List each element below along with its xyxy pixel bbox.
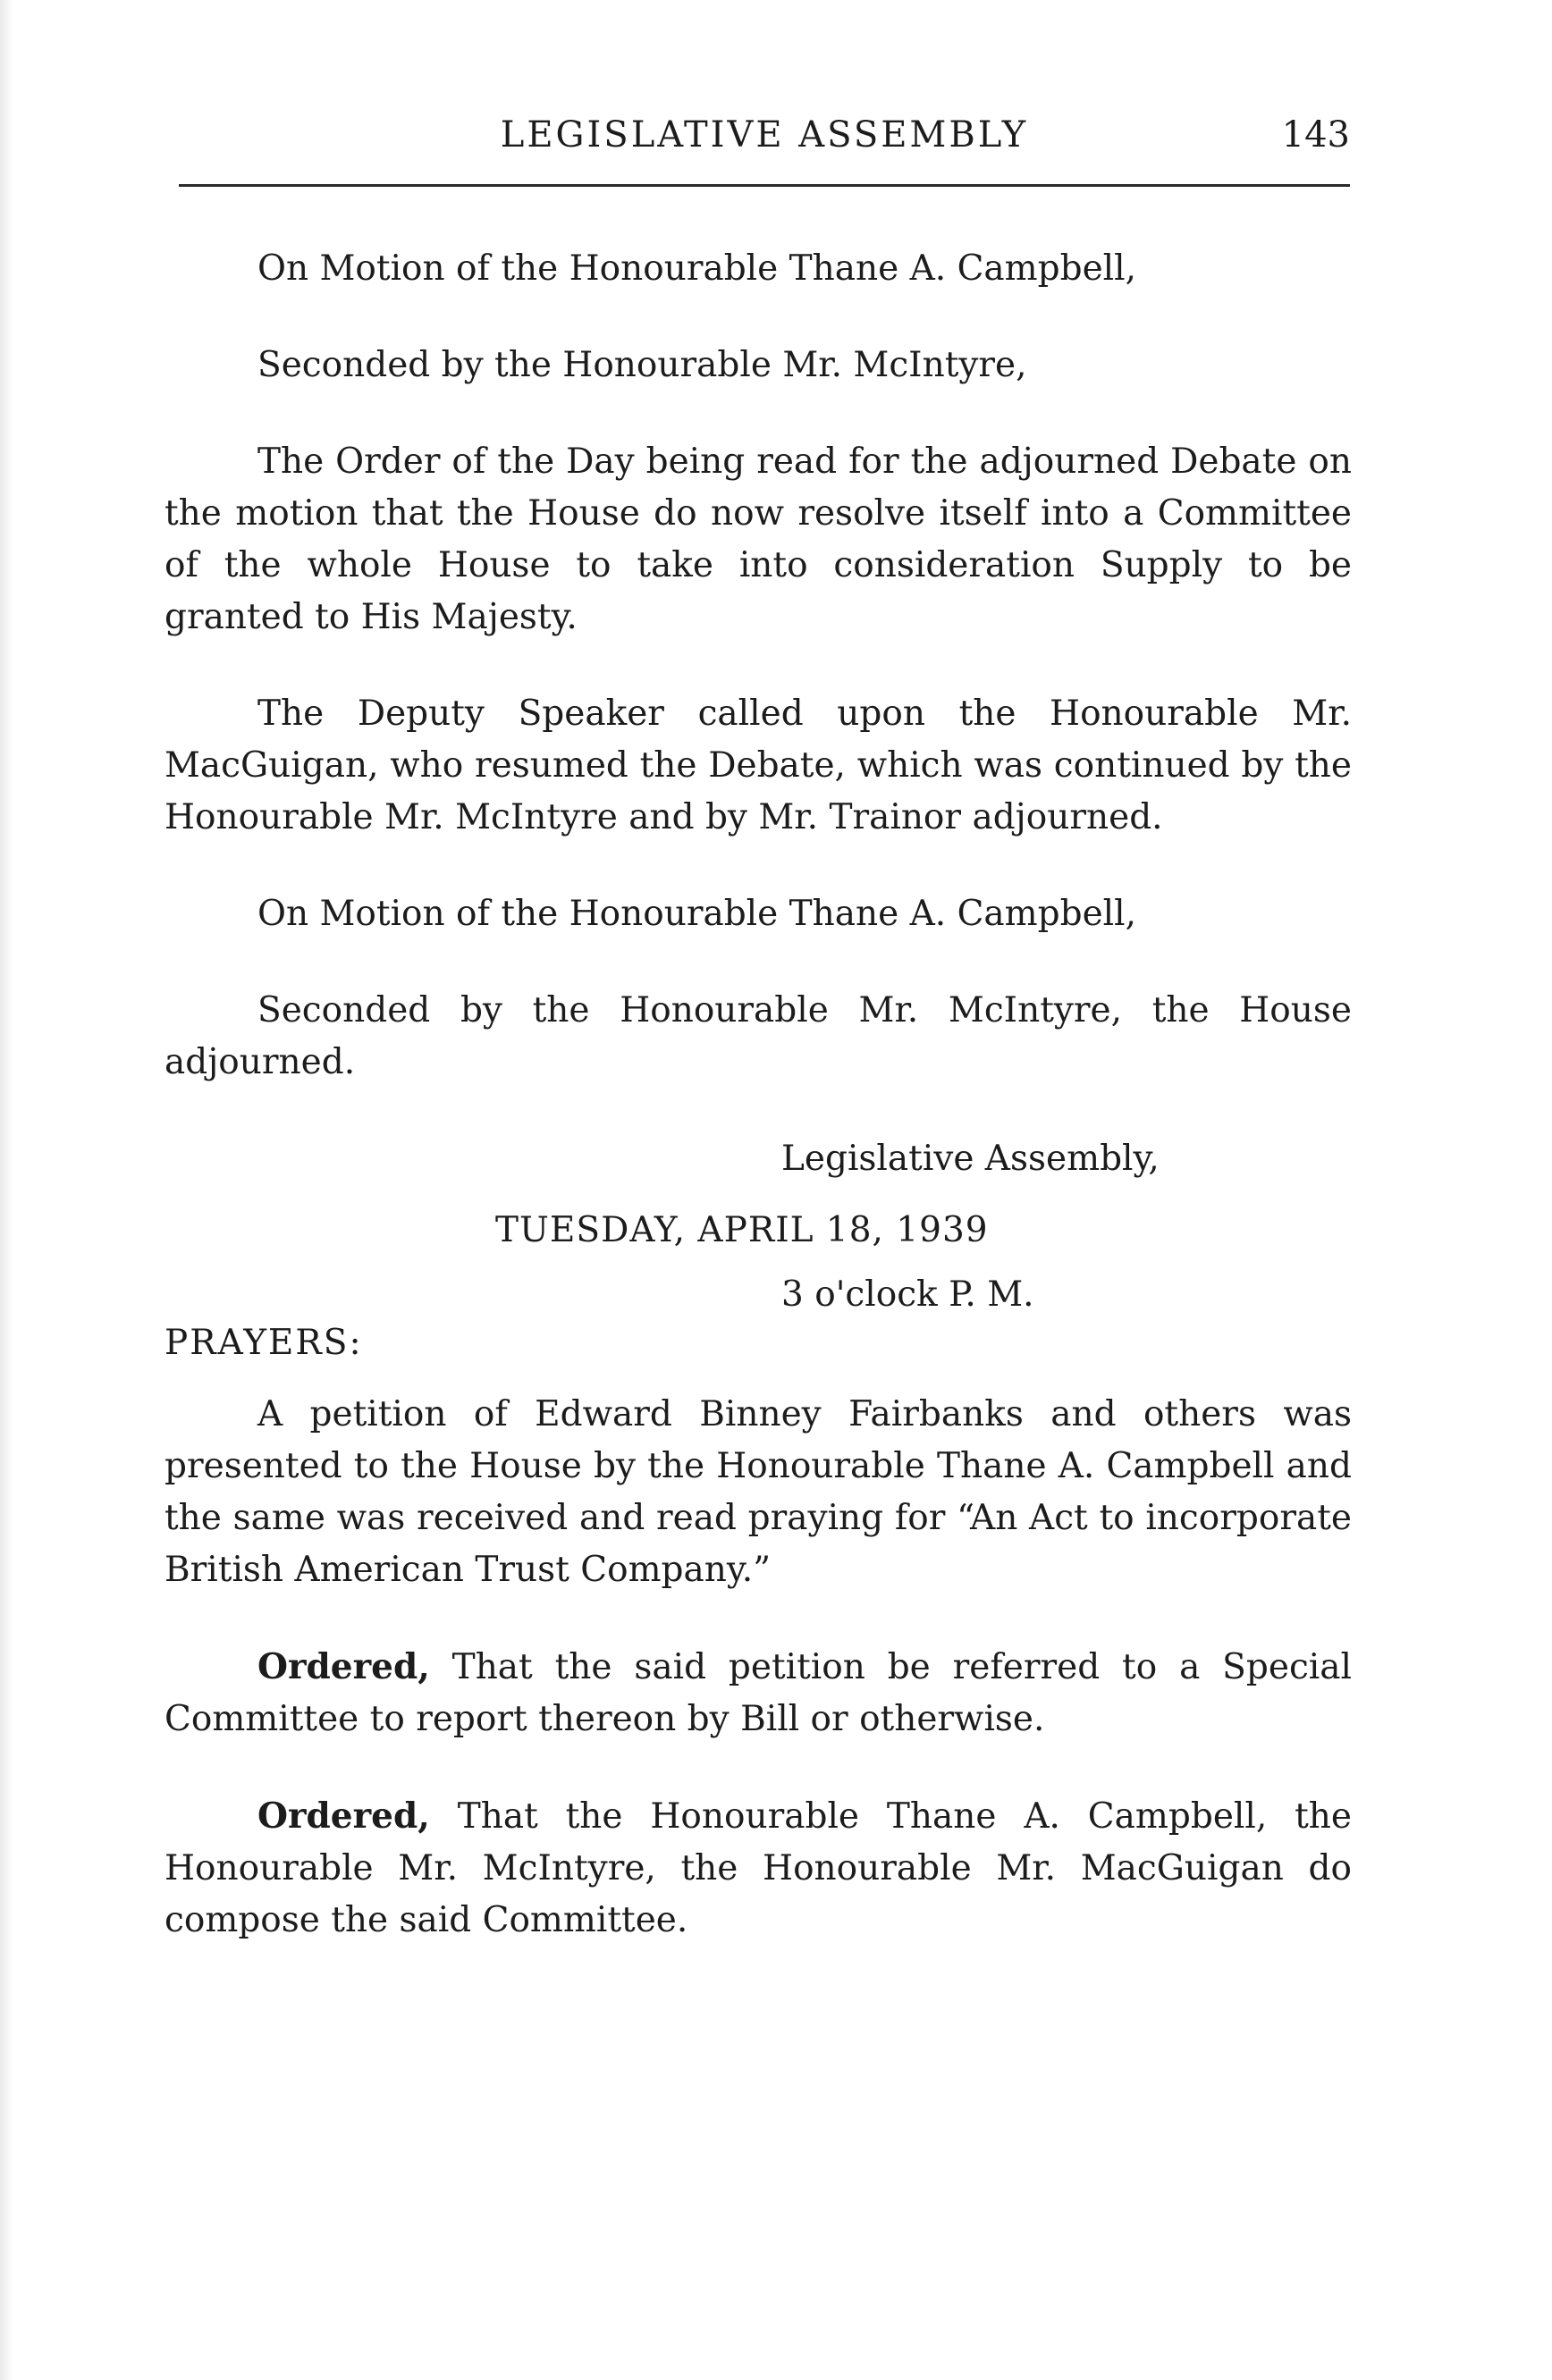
seconded-adjourn-paragraph: Seconded by the Honourable Mr. McIntyre, the House adjourned. [164, 990, 1352, 1082]
deputy-speaker-paragraph: The Deputy Speaker called upon the Honourable Mr. MacGuigan, who resumed the Debate, which was continued by the Honourable Mr. McIntyre and by Mr. Trainor adjourned. [164, 694, 1352, 837]
page-number: 143 [1281, 114, 1350, 156]
ordered-referral-text: That the said petition be referred to a Special Committee to report thereon by Bill or otherwise. [164, 1647, 1352, 1739]
running-head-title: LEGISLATIVE ASSEMBLY [500, 114, 1029, 156]
sitting-date: TUESDAY, APRIL 18, 1939 [495, 1210, 989, 1250]
ordered-label: Ordered, [257, 1796, 430, 1837]
ordered-committee-paragraph [164, 1790, 1352, 1947]
motion-adjourn-paragraph: On Motion of the Honourable Thane A. Campbell, [257, 894, 1136, 934]
prayers-heading: PRAYERS: [164, 1323, 363, 1363]
page-edge-shadow [0, 0, 13, 2380]
running-head [179, 114, 1350, 186]
time-and-prayers [164, 1269, 1352, 1376]
ordered-committee-text: That the Honourable Thane A. Campbell, the Honourable Mr. McIntyre, the Honourable Mr. MacGuigan do compose the said Committee. [164, 1796, 1352, 1940]
order-of-day-paragraph: The Order of the Day being read for the adjourned Debate on the motion that the House do now resolve itself into a Committee of the whole House to take into consideration Supply to be granted to His Majesty. [164, 442, 1352, 637]
sitting-time: 3 o'clock P. M. [781, 1274, 1034, 1315]
assembly-heading: Legislative Assembly, [781, 1139, 1160, 1179]
seconded-paragraph: Seconded by the Honourable Mr. McIntyre, [257, 345, 1027, 385]
ordered-referral-paragraph [164, 1641, 1352, 1745]
petition-paragraph: A petition of Edward Binney Fairbanks and others was presented to the House by the Honourable Thane A. Campbell and the same was received and read praying for “An Act to incorporate British American Trust Company.” [164, 1394, 1352, 1590]
page-body [164, 243, 1352, 1991]
header-rule [179, 184, 1350, 187]
motion-paragraph: On Motion of the Honourable Thane A. Campbell, [257, 248, 1136, 289]
ordered-label: Ordered, [257, 1646, 430, 1687]
